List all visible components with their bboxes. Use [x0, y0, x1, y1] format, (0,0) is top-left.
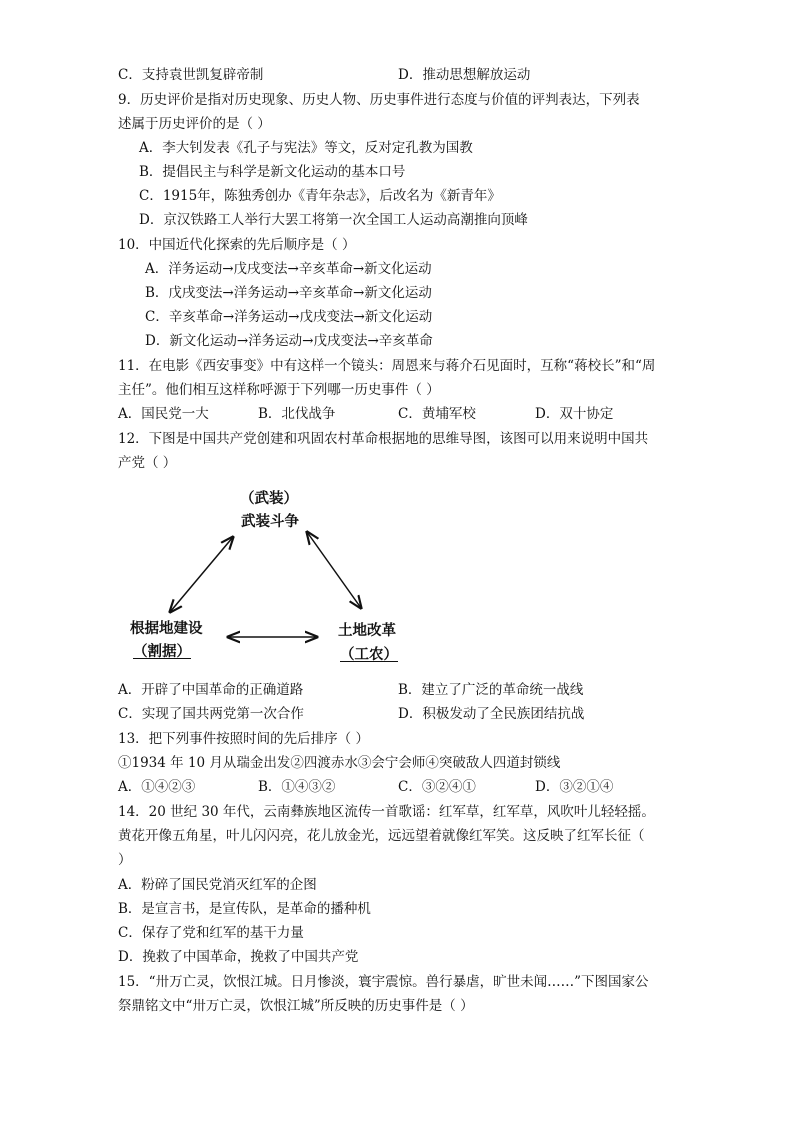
q9-option-b: B．提倡民主与科学是新文化运动的基本口号 — [139, 164, 406, 180]
q13-option-a: A．①④②③ — [118, 779, 196, 795]
q12-option-b: B．建立了广泛的革命统一战线 — [398, 682, 584, 698]
q13-stem: 13．把下列事件按照时间的先后排序（ ） — [118, 731, 369, 747]
q10-option-a: A．洋务运动→戊戌变法→辛亥革命→新文化运动 — [145, 261, 432, 277]
q11-option-a: A．国民党一大 — [118, 406, 209, 422]
q10-option-d: D．新文化运动→洋务运动→戊戌变法→辛亥革命 — [145, 333, 433, 349]
arrow-top-right — [307, 532, 361, 608]
q14-option-b: B．是宣言书，是宣传队，是革命的播种机 — [118, 901, 371, 917]
diagram-left-paren: （割据） — [133, 644, 191, 660]
q14-stem-line1: 14．20 世纪 30 年代，云南彝族地区流传一首歌谣：红军草，红军草，风吹叶儿轻轻摇。 — [118, 804, 655, 820]
q14-option-d: D．挽救了中国革命，挽救了中国共产党 — [118, 949, 359, 965]
q14-option-a: A．粉碎了国民党消灭红军的企图 — [118, 877, 317, 893]
diagram-left-label: 根据地建设 — [130, 621, 203, 637]
q11-option-c: C．黄埔军校 — [398, 406, 476, 422]
q10-stem: 10．中国近代化探索的先后顺序是（ ） — [118, 237, 356, 253]
q14-option-c: C．保存了党和红军的基干力量 — [118, 925, 304, 941]
q12-option-c: C．实现了国共两党第一次合作 — [118, 706, 304, 722]
q14-stem-line3: ） — [118, 852, 132, 868]
diagram-right-paren: （工农） — [340, 647, 398, 663]
q11-stem-line1: 11．在电影《西安事变》中有这样一个镜头：周恩来与蒋介石见面时，互称“蒋校长”和“周 — [118, 358, 656, 374]
q11-option-b: B．北伐战争 — [258, 406, 336, 422]
diagram-top-label: 武装斗争 — [241, 514, 299, 530]
q13-items: ①1934 年 10 月从瑞金出发②四渡赤水③会宁会师④突破敌人四道封锁线 — [118, 755, 561, 771]
q10-option-c: C．辛亥革命→洋务运动→戊戌变法→新文化运动 — [145, 309, 433, 325]
q12-stem-line1: 12．下图是中国共产党创建和巩固农村革命根据地的思维导图，该图可以用来说明中国共 — [118, 431, 649, 447]
q15-stem-line1: 15．“卅万亡灵，饮恨江城。日月惨淡，寰宇震惊。兽行暴虐，旷世未闻……”下图国家公 — [118, 974, 649, 990]
q9-stem-line1: 9．历史评价是指对历史现象、历史人物、历史事件进行态度与价值的评判表达，下列表 — [118, 92, 640, 108]
q14-stem-line2: 黄花开像五角星，叶儿闪闪亮，花儿放金光，远远望着就像红军笑。这反映了红军长征（ — [118, 828, 645, 844]
q13-option-d: D．③②①④ — [535, 779, 614, 795]
arrow-top-left — [170, 537, 233, 612]
q13-option-b: B．①④③② — [258, 779, 336, 795]
diagram-top-paren: （武装） — [240, 491, 298, 507]
q9-stem-line2: 述属于历史评价的是（ ） — [118, 116, 271, 132]
q10-option-b: B．戊戌变法→洋务运动→辛亥革命→新文化运动 — [145, 285, 432, 301]
q13-option-c: C．③②④① — [398, 779, 476, 795]
q12-option-d: D．积极发动了全民族团结抗战 — [398, 706, 585, 722]
q15-stem-line2: 祭鼎铭文中“卅万亡灵，饮恨江城”所反映的历史事件是（ ） — [118, 998, 474, 1014]
q8-option-d: D．推动思想解放运动 — [398, 67, 531, 83]
diagram-right-label: 土地改革 — [338, 623, 396, 639]
q11-option-d: D．双十协定 — [535, 406, 614, 422]
q12-stem-line2: 产党（ ） — [118, 455, 177, 471]
q8-option-c: C．支持袁世凯复辟帝制 — [118, 67, 264, 83]
q9-option-d: D．京汉铁路工人举行大罢工将第一次全国工人运动高潮推向顶峰 — [139, 212, 528, 228]
q12-option-a: A．开辟了中国革命的正确道路 — [118, 682, 304, 698]
q11-stem-line2: 主任”。他们相互这样称呼源于下列哪一历史事件（ ） — [118, 382, 440, 398]
q9-option-c: C．1915年，陈独秀创办《青年杂志》，后改名为《新青年》 — [139, 188, 501, 204]
q9-option-a: A．李大钊发表《孔子与宪法》等文，反对定孔教为国教 — [139, 140, 473, 156]
